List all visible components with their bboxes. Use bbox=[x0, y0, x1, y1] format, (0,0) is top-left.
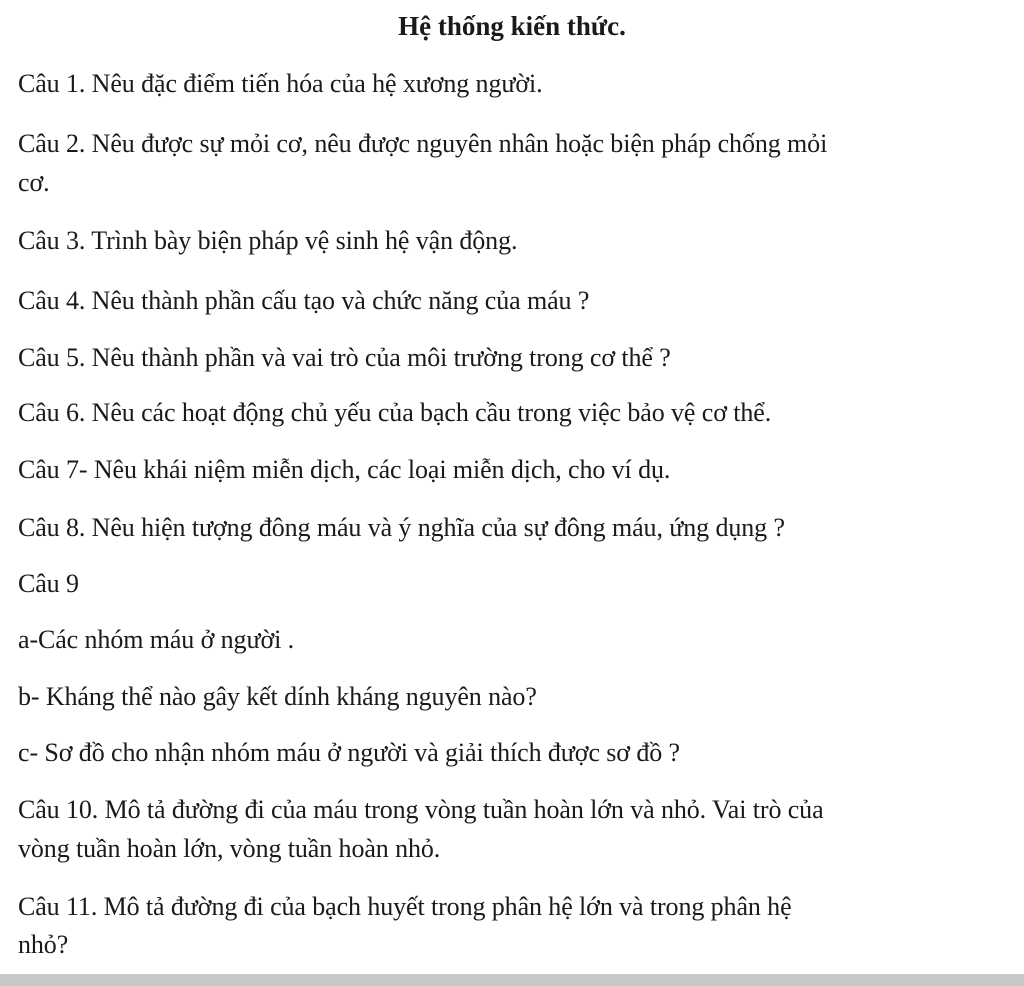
question-9a: a-Các nhóm máu ở người . bbox=[18, 625, 295, 654]
question-11-cont: nhỏ? bbox=[18, 930, 69, 959]
question-7: Câu 7- Nêu khái niệm miễn dịch, các loại miễn dịch, cho ví dụ. bbox=[18, 455, 671, 484]
question-10: Câu 10. Mô tả đường đi của máu trong vòng tuần hoàn lớn và nhỏ. Vai trò của bbox=[18, 795, 824, 824]
question-1: Câu 1. Nêu đặc điểm tiến hóa của hệ xương người. bbox=[18, 69, 543, 98]
question-9b: b- Kháng thể nào gây kết dính kháng nguyên nào? bbox=[18, 682, 537, 711]
question-9c: c- Sơ đồ cho nhận nhóm máu ở người và giải thích được sơ đồ ? bbox=[18, 738, 680, 767]
question-3: Câu 3. Trình bày biện pháp vệ sinh hệ vận động. bbox=[18, 226, 518, 255]
question-4: Câu 4. Nêu thành phần cấu tạo và chức năng của máu ? bbox=[18, 286, 590, 315]
document-title: Hệ thống kiến thức. bbox=[398, 11, 626, 41]
question-9: Câu 9 bbox=[18, 569, 79, 598]
question-2-cont: cơ. bbox=[18, 168, 50, 197]
question-8: Câu 8. Nêu hiện tượng đông máu và ý nghĩa của sự đông máu, ứng dụng ? bbox=[18, 513, 785, 542]
question-10-cont: vòng tuần hoàn lớn, vòng tuần hoàn nhỏ. bbox=[18, 834, 441, 863]
question-11: Câu 11. Mô tả đường đi của bạch huyết trong phân hệ lớn và trong phân hệ bbox=[18, 892, 792, 921]
question-6: Câu 6. Nêu các hoạt động chủ yếu của bạch cầu trong việc bảo vệ cơ thể. bbox=[18, 398, 772, 427]
question-5: Câu 5. Nêu thành phần và vai trò của môi trường trong cơ thể ? bbox=[18, 343, 671, 372]
bottom-divider-bar bbox=[0, 974, 1024, 986]
question-2: Câu 2. Nêu được sự mỏi cơ, nêu được nguyên nhân hoặc biện pháp chống mỏi bbox=[18, 129, 828, 158]
